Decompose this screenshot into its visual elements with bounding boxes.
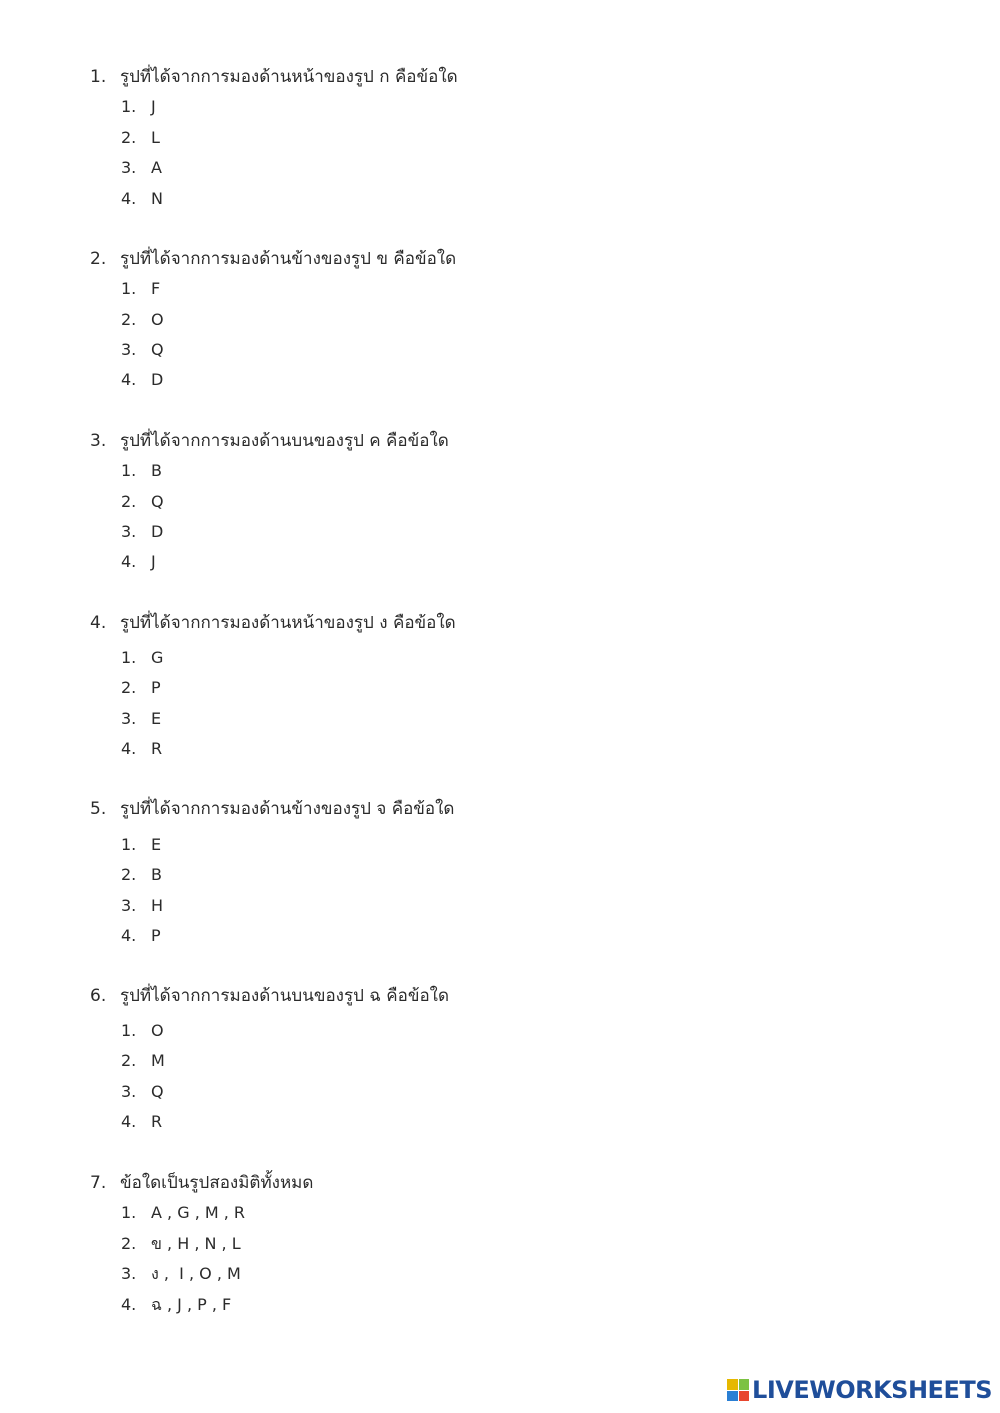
option-text: Q [151, 1082, 164, 1101]
option-text: B [151, 865, 162, 884]
option-6-4[interactable] [121, 1111, 162, 1133]
question-text: รูปที่ได้จากการมองด้านบนของรูป ฉ คือข้อใด [120, 986, 450, 1006]
option-text: E [151, 709, 162, 728]
option-7-2[interactable] [121, 1233, 241, 1255]
option-number: 4. [121, 189, 137, 208]
option-number: 1. [121, 648, 137, 667]
option-number: 4. [121, 1112, 137, 1131]
option-number: 2. [121, 1051, 137, 1070]
option-4-2[interactable] [121, 677, 161, 699]
option-text: D [151, 522, 164, 541]
option-6-1[interactable] [121, 1020, 164, 1042]
question-number: 5. [90, 799, 107, 819]
option-5-2[interactable] [121, 864, 162, 886]
option-1-2[interactable] [121, 127, 160, 149]
option-number: 3. [121, 709, 137, 728]
option-text: ฉ , J , P , F [151, 1295, 232, 1314]
option-3-3[interactable] [121, 521, 163, 543]
liveworksheets-logo [727, 1377, 992, 1403]
question-text: รูปที่ได้จากการมองด้านข้างของรูป จ คือข้อใด [120, 799, 455, 819]
question-1 [90, 66, 458, 88]
option-number: 2. [121, 492, 137, 511]
option-text: R [151, 1112, 163, 1131]
option-number: 2. [121, 310, 137, 329]
option-number: 1. [121, 835, 137, 854]
question-6 [90, 985, 449, 1007]
option-3-2[interactable] [121, 491, 164, 513]
option-3-1[interactable] [121, 460, 162, 482]
option-2-3[interactable] [121, 339, 164, 361]
question-text: รูปที่ได้จากการมองด้านบนของรูป ค คือข้อใด [120, 431, 449, 451]
option-text: G [151, 648, 164, 667]
option-2-2[interactable] [121, 309, 164, 331]
option-text: J [151, 97, 156, 116]
option-number: 1. [121, 1203, 137, 1222]
question-text: รูปที่ได้จากการมองด้านหน้าของรูป ง คือข้อใด [120, 613, 456, 633]
option-5-1[interactable] [121, 834, 161, 856]
question-4 [90, 612, 456, 634]
option-number: 2. [121, 128, 137, 147]
option-text: A , G , M , R [151, 1203, 246, 1222]
option-1-3[interactable] [121, 157, 162, 179]
option-text: H [151, 896, 164, 915]
option-number: 1. [121, 461, 137, 480]
option-3-4[interactable] [121, 551, 156, 573]
option-text: ง , I , O , M [151, 1264, 241, 1283]
option-text: N [151, 189, 163, 208]
option-6-2[interactable] [121, 1050, 165, 1072]
question-text: รูปที่ได้จากการมองด้านหน้าของรูป ก คือข้อใด [120, 67, 458, 87]
option-number: 3. [121, 896, 137, 915]
logo-mark-icon [727, 1379, 749, 1401]
question-number: 3. [90, 431, 107, 451]
option-4-1[interactable] [121, 647, 163, 669]
logo-square-icon [727, 1391, 738, 1402]
option-text: Q [151, 492, 164, 511]
question-number: 6. [90, 986, 107, 1006]
option-text: O [151, 1021, 164, 1040]
option-number: 3. [121, 158, 137, 177]
option-number: 4. [121, 1295, 137, 1314]
option-text: D [151, 370, 164, 389]
option-4-3[interactable] [121, 708, 161, 730]
option-number: 3. [121, 340, 137, 359]
option-number: 3. [121, 522, 137, 541]
option-number: 4. [121, 739, 137, 758]
option-number: 1. [121, 97, 137, 116]
logo-square-icon [739, 1379, 750, 1390]
option-text: R [151, 739, 163, 758]
option-text: O [151, 310, 164, 329]
logo-square-icon [727, 1379, 738, 1390]
option-2-1[interactable] [121, 278, 160, 300]
question-number: 2. [90, 249, 107, 269]
option-1-1[interactable] [121, 96, 156, 118]
question-number: 1. [90, 67, 107, 87]
option-7-1[interactable] [121, 1202, 245, 1224]
option-7-4[interactable] [121, 1294, 231, 1316]
question-number: 4. [90, 613, 107, 633]
question-5 [90, 798, 454, 820]
option-5-3[interactable] [121, 895, 163, 917]
option-text: Q [151, 340, 164, 359]
option-text: B [151, 461, 162, 480]
option-text: M [151, 1051, 165, 1070]
option-text: J [151, 552, 156, 571]
option-number: 2. [121, 1234, 137, 1253]
option-number: 3. [121, 1264, 137, 1283]
option-2-4[interactable] [121, 369, 163, 391]
logo-square-icon [739, 1391, 750, 1402]
option-number: 3. [121, 1082, 137, 1101]
option-7-3[interactable] [121, 1263, 241, 1285]
option-text: ข , H , N , L [151, 1234, 241, 1253]
option-text: E [151, 835, 162, 854]
question-3 [90, 430, 449, 452]
option-number: 2. [121, 678, 137, 697]
option-text: L [151, 128, 160, 147]
option-number: 2. [121, 865, 137, 884]
option-1-4[interactable] [121, 188, 163, 210]
option-text: P [151, 678, 161, 697]
option-number: 4. [121, 370, 137, 389]
question-text: รูปที่ได้จากการมองด้านข้างของรูป ข คือข้อใด [120, 249, 457, 269]
option-text: A [151, 158, 162, 177]
question-7 [90, 1172, 313, 1194]
option-text: F [151, 279, 161, 298]
option-5-4[interactable] [121, 925, 161, 947]
question-2 [90, 248, 456, 270]
option-number: 1. [121, 279, 137, 298]
question-text: ข้อใดเป็นรูปสองมิติทั้งหมด [120, 1173, 314, 1193]
option-6-3[interactable] [121, 1081, 164, 1103]
option-number: 4. [121, 926, 137, 945]
option-number: 1. [121, 1021, 137, 1040]
logo-text: LIVEWORKSHEETS [752, 1376, 992, 1404]
question-number: 7. [90, 1173, 107, 1193]
option-4-4[interactable] [121, 738, 162, 760]
option-number: 4. [121, 552, 137, 571]
option-text: P [151, 926, 161, 945]
